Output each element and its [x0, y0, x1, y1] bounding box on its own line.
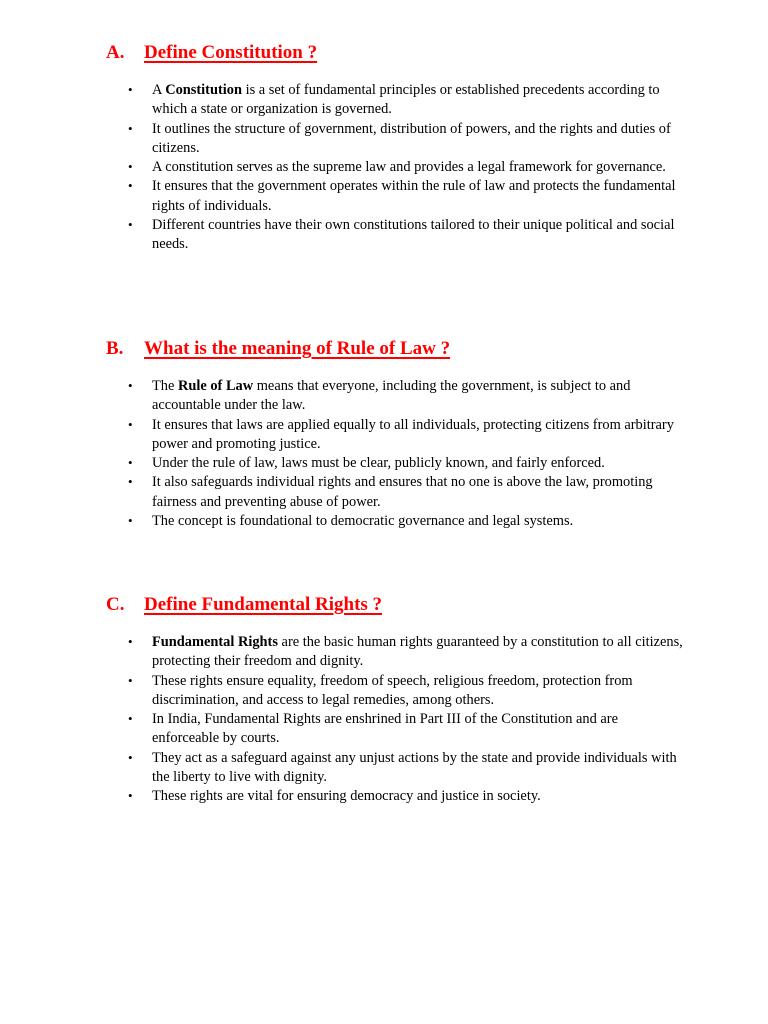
- bullet-icon: •: [128, 474, 133, 490]
- bullet-icon: •: [128, 178, 133, 194]
- key-term: Rule of Law: [177, 378, 254, 394]
- bullet-icon: •: [128, 749, 133, 765]
- section-title: What is the meaning of Rule of Law ?: [144, 338, 451, 359]
- section-rule-of-law: [106, 336, 706, 531]
- list-item: [106, 710, 686, 749]
- list-item: [106, 377, 686, 416]
- bullet-icon: •: [128, 788, 133, 804]
- list-item: [106, 473, 686, 512]
- item-text-prefix: A: [152, 82, 166, 98]
- bullet-icon: •: [128, 82, 133, 97]
- list-item: [106, 416, 686, 455]
- bullet-icon: •: [128, 378, 133, 393]
- bullet-icon: •: [128, 120, 133, 136]
- list-item: [106, 177, 686, 216]
- item-text: It ensures that laws are applied equally to all individuals, protecting citizens from arbitrary power and promoting justice.: [152, 416, 674, 452]
- section-title: Define Constitution ?: [144, 42, 318, 63]
- section-heading: [106, 336, 706, 362]
- item-text: These rights ensure equality, freedom of speech, religious freedom, protection from discrimination, and access to legal remedies, among others.: [152, 672, 633, 708]
- item-text-prefix: The: [152, 378, 178, 394]
- list-item: [106, 158, 686, 177]
- item-text: Different countries have their own constitutions tailored to their unique political and social needs.: [152, 217, 675, 253]
- section-letter: B.: [106, 338, 124, 359]
- item-text: It also safeguards individual rights and ensures that no one is above the law, promoting fairness and preventing abuse of power.: [152, 474, 653, 510]
- bullet-list: [106, 81, 706, 255]
- item-text: means that everyone, including the government, is subject to and accountable under the law.: [152, 378, 631, 414]
- list-item: [106, 454, 686, 473]
- section-define-constitution: [106, 40, 706, 255]
- item-text: In India, Fundamental Rights are enshrined in Part III of the Constitution and are enforceable by courts.: [152, 711, 618, 747]
- bullet-icon: •: [128, 634, 133, 649]
- list-item: [106, 120, 686, 159]
- key-term: Constitution: [165, 82, 242, 98]
- list-item: [106, 672, 686, 711]
- list-item: [106, 81, 686, 120]
- item-text: The concept is foundational to democratic governance and legal systems.: [152, 513, 574, 530]
- key-term: Fundamental Rights: [152, 634, 278, 650]
- list-item: [106, 633, 686, 672]
- item-text: They act as a safeguard against any unjust actions by the state and provide individuals with the liberty to live with dignity.: [152, 749, 677, 786]
- section-letter: A.: [106, 42, 125, 63]
- item-text: are the basic human rights guaranteed by a constitution to all citizens, protecting their freedom and dignity.: [152, 634, 683, 670]
- item-text: It ensures that the government operates within the rule of law and protects the fundamental rights of individuals.: [152, 178, 676, 214]
- section-title: Define Fundamental Rights ?: [144, 594, 383, 615]
- bullet-icon: •: [128, 416, 133, 432]
- list-item: [106, 512, 686, 531]
- section-fundamental-rights: [106, 592, 706, 807]
- bullet-icon: •: [128, 455, 133, 471]
- item-text: It outlines the structure of government, distribution of powers, and the rights and duties of citizens.: [152, 120, 671, 156]
- section-letter: C.: [106, 594, 125, 615]
- bullet-list: [106, 633, 706, 807]
- list-item: [106, 787, 686, 806]
- item-text: is a set of fundamental principles or established precedents according to which a state or organization is governed.: [152, 82, 660, 118]
- bullet-icon: •: [128, 711, 133, 727]
- item-text: A constitution serves as the supreme law and provides a legal framework for governance.: [152, 159, 666, 176]
- item-text: Under the rule of law, laws must be clear, publicly known, and fairly enforced.: [152, 455, 605, 472]
- item-text: These rights are vital for ensuring democracy and justice in society.: [152, 788, 541, 805]
- bullet-icon: •: [128, 513, 133, 529]
- bullet-icon: •: [128, 217, 133, 233]
- section-heading: [106, 592, 706, 618]
- list-item: [106, 749, 686, 788]
- bullet-icon: •: [128, 159, 133, 175]
- section-heading: [106, 40, 706, 66]
- bullet-list: [106, 377, 706, 531]
- list-item: [106, 216, 686, 255]
- bullet-icon: •: [128, 672, 133, 688]
